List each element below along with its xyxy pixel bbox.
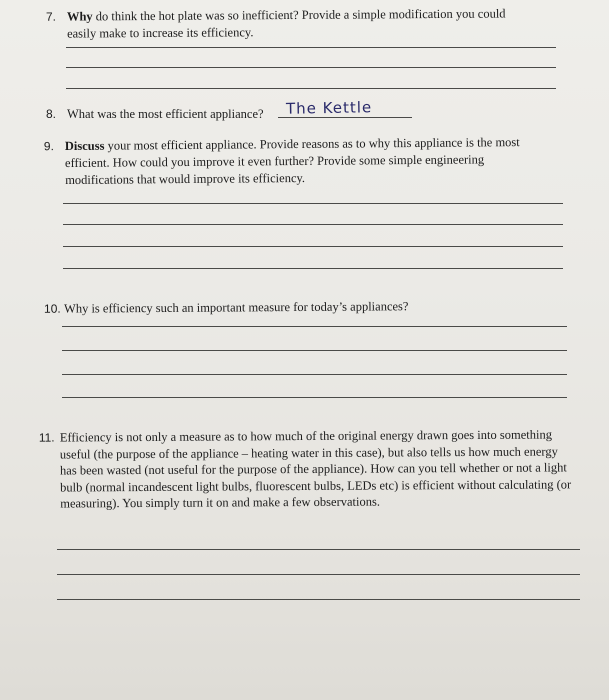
question-11 <box>39 426 575 512</box>
answer-line[interactable] <box>63 224 563 225</box>
answer-line[interactable] <box>62 350 567 351</box>
question-10-text: Why is efficiency such an important measure for today’s appliances? <box>63 299 409 316</box>
question-7-text: do think the hot plate was so inefficient? Provide a simple modification you could easily make to increase its efficiency. <box>67 6 506 41</box>
question-9-number: 9. <box>43 139 54 154</box>
question-7-number: 7. <box>45 9 57 24</box>
answer-line[interactable] <box>63 268 563 269</box>
question-8-handwritten-answer: The Kettle <box>285 98 373 118</box>
question-10 <box>44 297 554 318</box>
answer-line[interactable] <box>66 47 556 48</box>
answer-line[interactable] <box>62 397 567 398</box>
question-7 <box>46 5 536 42</box>
question-11-text: Efficiency is not only a measure as to how much of the original energy drawn goes into something useful (the purpose of the appliance – heating water in this case), but also tells us how much energy has been wasted (not useful for the purpose of the appliance). How can you tell whether or not a light bulb (normal incandescent light bulbs, fluorescent bulbs, LEDs etc) is efficient without calculating (or measuring). You simply turn it on and make a few observations. <box>59 427 572 511</box>
answer-line[interactable] <box>63 246 563 247</box>
answer-line[interactable] <box>66 67 556 68</box>
answer-line[interactable] <box>66 88 556 89</box>
answer-line[interactable] <box>278 117 412 118</box>
question-10-number: 10. <box>43 301 61 316</box>
answer-line[interactable] <box>62 374 567 375</box>
question-11-number: 11. <box>38 430 55 445</box>
question-7-lead: Why <box>66 9 93 24</box>
question-9 <box>44 134 554 189</box>
answer-line[interactable] <box>62 326 567 327</box>
answer-line[interactable] <box>63 203 563 204</box>
answer-line[interactable] <box>57 574 580 575</box>
question-9-text: your most efficient appliance. Provide reasons as to why this appliance is the most efficient. How could you improve it even further? Provide some simple engineering modifications that would improve its efficiency. <box>64 135 520 188</box>
question-8-text: What was the most efficient appliance? <box>67 107 264 121</box>
answer-line[interactable] <box>57 549 580 550</box>
question-9-lead: Discuss <box>64 138 105 154</box>
question-8-number: 8. <box>46 107 57 121</box>
answer-line[interactable] <box>57 599 580 600</box>
